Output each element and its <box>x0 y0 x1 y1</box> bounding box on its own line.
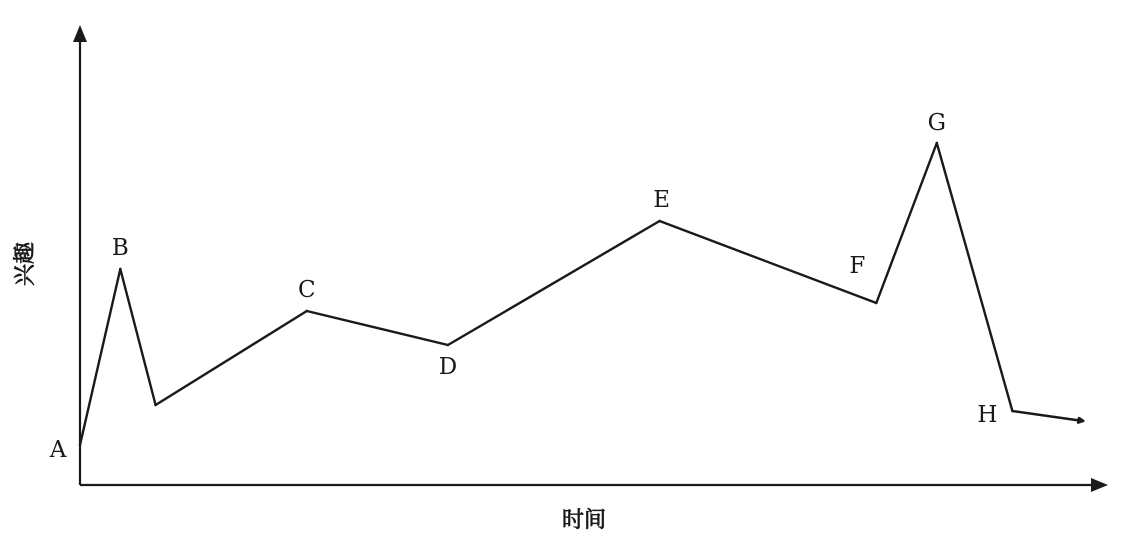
series-segment <box>156 311 307 405</box>
point-label-e: E <box>653 187 670 213</box>
point-label-f: F <box>849 253 866 279</box>
series-segment <box>448 221 660 345</box>
data-point <box>79 444 81 446</box>
point-label-a: A <box>49 437 67 463</box>
data-point <box>875 302 877 304</box>
series-segment <box>120 269 155 405</box>
series-segment <box>876 143 936 303</box>
y-axis-label: 兴趣 <box>13 241 38 287</box>
point-label-h: H <box>977 402 998 428</box>
series-segment <box>80 269 120 445</box>
data-point <box>447 344 449 346</box>
data-point <box>154 404 156 406</box>
point-labels <box>49 110 998 463</box>
series-segment <box>660 221 877 303</box>
data-point <box>119 268 121 270</box>
data-point <box>658 220 660 222</box>
series-segment <box>307 311 448 345</box>
series-segment <box>937 143 1013 411</box>
data-point <box>1082 420 1084 422</box>
x-axis-arrowhead <box>1091 478 1108 492</box>
point-label-d: D <box>438 354 458 380</box>
point-label-g: G <box>927 110 946 136</box>
series-segment <box>1012 411 1083 421</box>
point-label-b: B <box>111 235 129 261</box>
point-label-c: C <box>297 277 316 303</box>
data-point <box>306 310 308 312</box>
data-point <box>1011 410 1013 412</box>
x-axis-label: 时间 <box>561 508 607 533</box>
data-point <box>936 142 938 144</box>
y-axis-arrowhead <box>73 25 87 42</box>
series-layer <box>79 142 1084 446</box>
axes <box>73 25 1108 492</box>
